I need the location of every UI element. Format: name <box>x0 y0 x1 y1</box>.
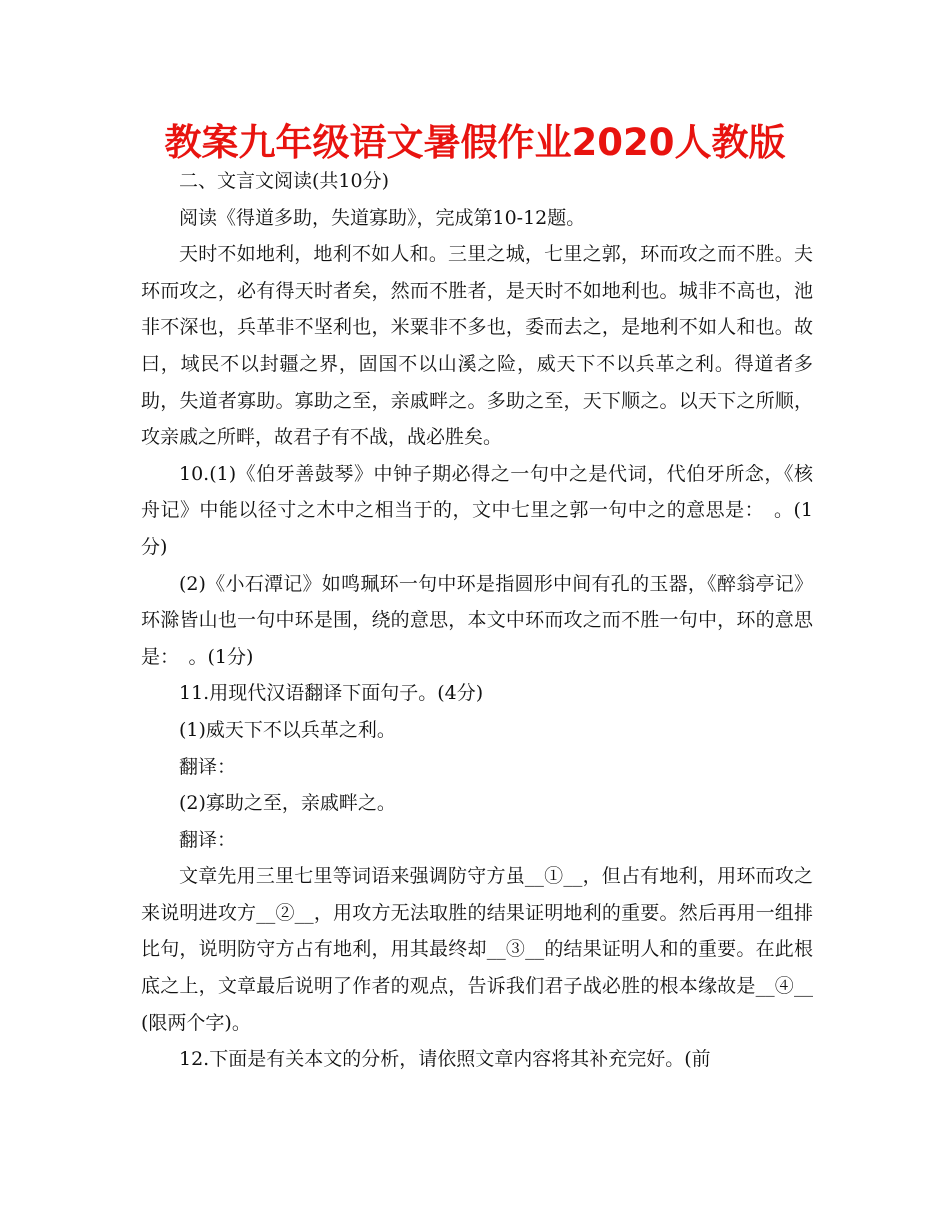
analysis-fill-in-paragraph: 文章先用三里七里等词语来强调防守方虽__①__，但占有地利，用环而攻之来说明进攻方__②__，用攻方无法取胜的结果证明地利的重要。然后再用一组排比句，说明防守方占有地利，用其最终却__③__的结果证明人和的重要。在此根底之上，文章最后说明了作者的观点，告诉我们君子战必胜的根本缘故是__④__(限两个字)。 <box>141 865 813 1034</box>
classical-passage: 天时不如地利，地利不如人和。三里之城，七里之郭，环而攻之而不胜。夫环而攻之，必有得天时者矣，然而不胜者，是天时不如地利也。城非不高也，池非不深也，兵革非不坚利也，米粟非不多也，委而去之，是地利不如人和也。故曰，域民不以封疆之界，固国不以山溪之险，威天下不以兵革之利。得道者多助，失道者寡助。寡助之至，亲戚畔之。多助之至，天下顺之。以天下之所顺，攻亲戚之所畔，故君子有不战，战必胜矣。 <box>141 243 813 449</box>
question-11-sentence-1: (1)威天下不以兵革之利。 <box>179 718 396 741</box>
translation-label-1: 翻译： <box>179 755 237 778</box>
question-12: 12.下面是有关本文的分析，请依照文章内容将其补充完好。(前 <box>179 1048 711 1071</box>
question-10-part-2: (2)《小石潭记》如鸣珮环一句中环是指圆形中间有孔的玉器，《醉翁亭记》环滁皆山也一句中环是围，绕的意思，本文中环而攻之而不胜一句中，环的意思是： 。(1分) <box>141 572 813 668</box>
translation-label-2: 翻译： <box>179 828 237 851</box>
question-10-part-1: 10.(1)《伯牙善鼓琴》中钟子期必得之一句中之是代词，代伯牙所念，《核舟记》中能以径寸之木中之相当于的，文中七里之郭一句中之的意思是： 。(1分) <box>141 462 813 558</box>
question-11: 11.用现代汉语翻译下面句子。(4分) <box>179 682 484 705</box>
document-body <box>141 163 813 1078</box>
document-title: 教案九年级语文暑假作业2020人教版 <box>164 121 786 164</box>
section-heading: 二、文言文阅读(共10分) <box>179 170 390 192</box>
reading-instruction: 阅读《得道多助，失道寡助》，完成第10-12题。 <box>179 206 586 229</box>
question-11-sentence-2: (2)寡助之至，亲戚畔之。 <box>179 792 396 815</box>
